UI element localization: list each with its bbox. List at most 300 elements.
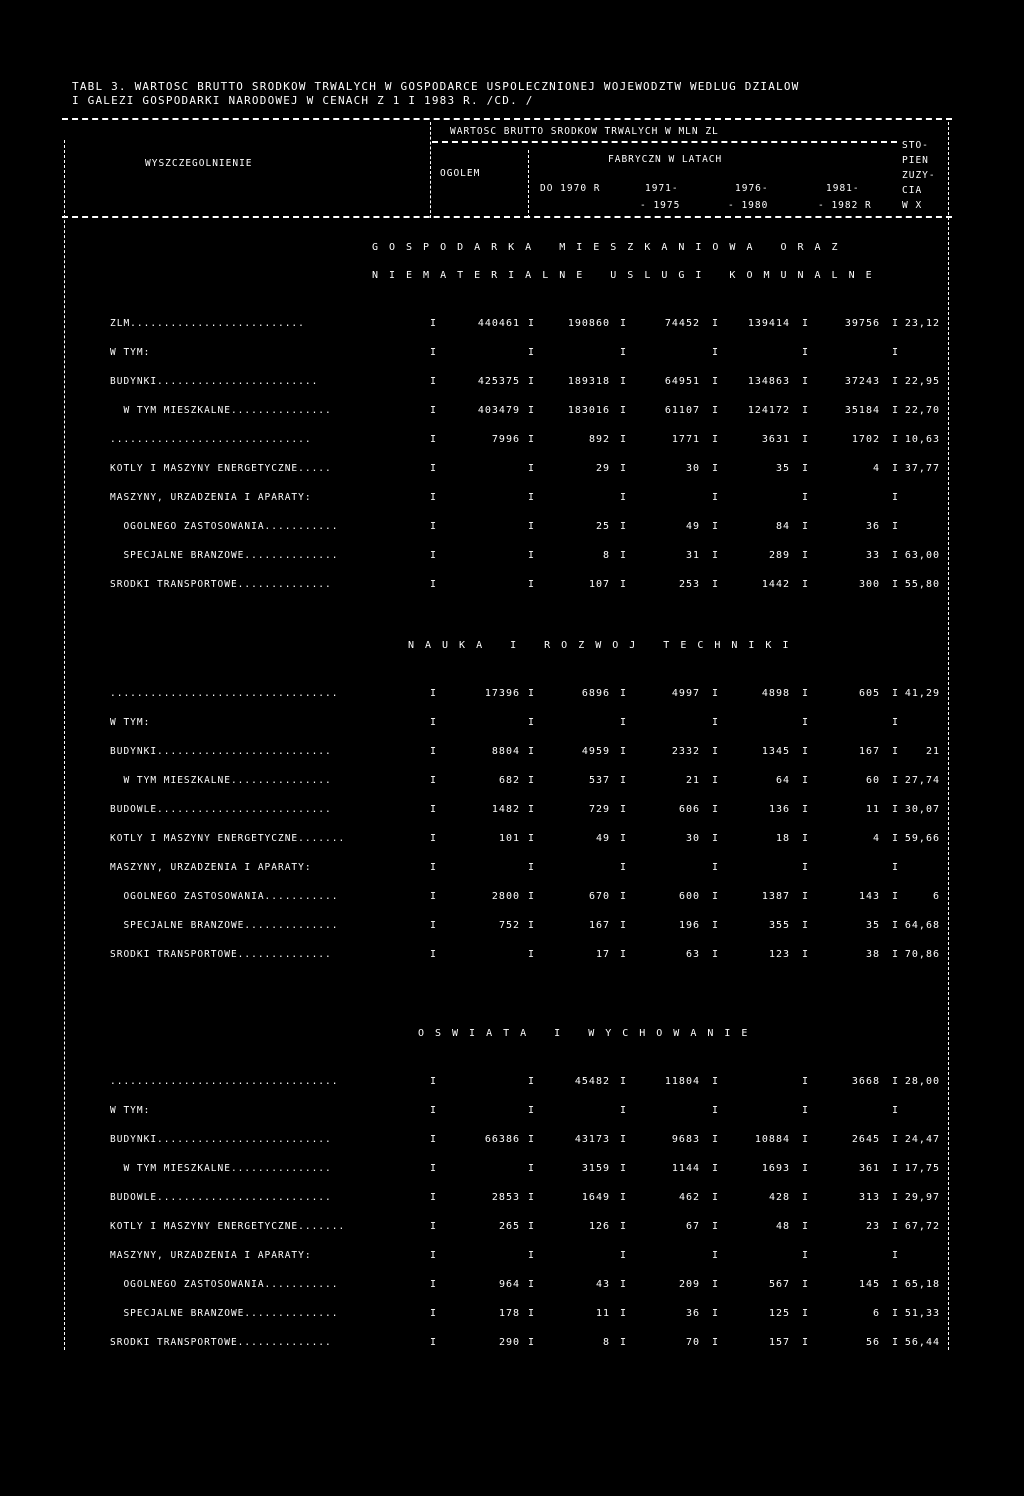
column-separator: I [892, 1192, 900, 1203]
table-cell: 670 [588, 891, 610, 902]
column-separator: I [712, 521, 720, 532]
column-separator: I [712, 949, 720, 960]
column-separator: I [712, 804, 720, 815]
table-cell: 290 [498, 1337, 520, 1348]
row-label: KOTLY I MASZYNY ENERGETYCZNE..... [110, 463, 332, 474]
table-cell: 36 [685, 1308, 700, 1319]
table-cell: 3159 [581, 1163, 610, 1174]
table-cell: 462 [678, 1192, 700, 1203]
table-cell: 10884 [754, 1134, 790, 1145]
table-cell: 11 [865, 804, 880, 815]
column-separator: I [620, 920, 628, 931]
table-cell: 143 [858, 891, 880, 902]
column-separator: I [528, 1076, 536, 1087]
col-header-last-5: W X [902, 200, 923, 211]
column-separator: I [528, 949, 536, 960]
table-cell: 39756 [844, 318, 880, 329]
table-cell: 6 [872, 1308, 880, 1319]
table-cell: 892 [588, 434, 610, 445]
column-separator: I [430, 891, 438, 902]
column-separator: I [528, 1105, 536, 1116]
table-cell: 289 [768, 550, 790, 561]
column-separator: I [430, 746, 438, 757]
column-separator: I [528, 746, 536, 757]
column-separator: I [620, 949, 628, 960]
column-separator: I [892, 492, 900, 503]
table-cell: 1144 [671, 1163, 700, 1174]
column-separator: I [712, 1337, 720, 1348]
column-separator: I [528, 521, 536, 532]
column-separator: I [802, 463, 810, 474]
table-cell: 567 [768, 1279, 790, 1290]
column-separator: I [892, 1337, 900, 1348]
column-separator: I [430, 1308, 438, 1319]
column-separator: I [528, 376, 536, 387]
table-cell: 23,12 [904, 318, 940, 329]
column-separator: I [712, 550, 720, 561]
column-separator: I [430, 804, 438, 815]
table-cell: 43 [595, 1279, 610, 1290]
column-separator: I [892, 746, 900, 757]
table-cell: 440461 [477, 318, 520, 329]
column-separator: I [620, 746, 628, 757]
col-header-period-3-l2: - 1980 [728, 200, 769, 211]
column-separator: I [528, 550, 536, 561]
row-label: W TYM: [110, 1105, 151, 1116]
column-separator: I [802, 775, 810, 786]
left-border [64, 140, 65, 1350]
row-label: ZLM.......................... [110, 318, 305, 329]
column-separator: I [620, 688, 628, 699]
row-label: BUDYNKI.......................... [110, 746, 332, 757]
table-cell: 682 [498, 775, 520, 786]
table-cell: 66386 [484, 1134, 520, 1145]
column-separator: I [712, 463, 720, 474]
column-separator: I [528, 434, 536, 445]
col-sep-header-2 [528, 150, 529, 218]
column-separator: I [802, 579, 810, 590]
column-separator: I [620, 1221, 628, 1232]
column-separator: I [528, 920, 536, 931]
column-separator: I [712, 746, 720, 757]
column-separator: I [892, 579, 900, 590]
table-cell: 253 [678, 579, 700, 590]
column-separator: I [528, 1221, 536, 1232]
table-cell: 1345 [761, 746, 790, 757]
col-header-last-2: PIEN [902, 155, 929, 166]
table-cell: 64 [775, 775, 790, 786]
column-separator: I [802, 1221, 810, 1232]
column-separator: I [712, 492, 720, 503]
col-header-subgroup: FABRYCZN W LATACH [608, 154, 723, 165]
row-label: BUDYNKI........................ [110, 376, 319, 387]
column-separator: I [892, 1076, 900, 1087]
table-cell: 24,47 [904, 1134, 940, 1145]
row-label: SPECJALNE BRANZOWE.............. [110, 1308, 339, 1319]
column-separator: I [712, 833, 720, 844]
row-label: OGOLNEGO ZASTOSOWANIA........... [110, 891, 339, 902]
table-cell: 600 [678, 891, 700, 902]
row-label: .................................. [110, 1076, 339, 1087]
table-cell: 31 [685, 550, 700, 561]
section-title: OSWIATA I WYCHOWANIE [418, 1028, 759, 1039]
column-separator: I [712, 688, 720, 699]
column-separator: I [892, 949, 900, 960]
header-bottom-rule [62, 216, 952, 218]
table-cell: 49 [685, 521, 700, 532]
table-cell: 43173 [574, 1134, 610, 1145]
row-label: KOTLY I MASZYNY ENERGETYCZNE....... [110, 1221, 346, 1232]
column-separator: I [430, 492, 438, 503]
table-cell: 101 [498, 833, 520, 844]
column-separator: I [528, 775, 536, 786]
col-header-last-3: ZUZY- [902, 170, 936, 181]
table-cell: 4 [872, 463, 880, 474]
table-cell: 30 [685, 833, 700, 844]
column-separator: I [430, 1192, 438, 1203]
column-separator: I [528, 405, 536, 416]
column-separator: I [712, 579, 720, 590]
column-separator: I [430, 717, 438, 728]
column-separator: I [802, 688, 810, 699]
column-separator: I [802, 405, 810, 416]
table-cell: 964 [498, 1279, 520, 1290]
column-separator: I [892, 717, 900, 728]
column-separator: I [802, 949, 810, 960]
table-cell: 1771 [671, 434, 700, 445]
row-label: W TYM: [110, 347, 151, 358]
column-separator: I [712, 775, 720, 786]
table-cell: 67 [685, 1221, 700, 1232]
table-cell: 10,63 [904, 434, 940, 445]
table-cell: 2853 [491, 1192, 520, 1203]
column-separator: I [528, 717, 536, 728]
column-separator: I [430, 579, 438, 590]
column-separator: I [892, 804, 900, 815]
table-cell: 1649 [581, 1192, 610, 1203]
table-cell: 355 [768, 920, 790, 931]
column-separator: I [620, 318, 628, 329]
column-separator: I [528, 804, 536, 815]
column-separator: I [892, 347, 900, 358]
column-separator: I [620, 1163, 628, 1174]
table-cell: 29 [595, 463, 610, 474]
column-separator: I [430, 949, 438, 960]
row-label: MASZYNY, URZADZENIA I APARATY: [110, 492, 312, 503]
table-cell: 2332 [671, 746, 700, 757]
table-cell: 56 [865, 1337, 880, 1348]
table-cell: 64951 [664, 376, 700, 387]
col-header-period-2-l1: 1971- [645, 183, 679, 194]
column-separator: I [528, 862, 536, 873]
table-cell: 167 [588, 920, 610, 931]
table-cell: 41,29 [904, 688, 940, 699]
table-cell: 55,80 [904, 579, 940, 590]
table-cell: 8 [602, 550, 610, 561]
table-cell: 22,95 [904, 376, 940, 387]
table-cell: 428 [768, 1192, 790, 1203]
table-cell: 48 [775, 1221, 790, 1232]
column-separator: I [802, 1105, 810, 1116]
table-cell: 23 [865, 1221, 880, 1232]
table-cell: 124172 [747, 405, 790, 416]
table-cell: 61107 [664, 405, 700, 416]
column-separator: I [802, 891, 810, 902]
table-cell: 36 [865, 521, 880, 532]
column-separator: I [528, 1250, 536, 1261]
table-cell: 49 [595, 833, 610, 844]
column-separator: I [712, 1105, 720, 1116]
table-cell: 190860 [567, 318, 610, 329]
column-separator: I [620, 1076, 628, 1087]
column-separator: I [528, 1279, 536, 1290]
column-separator: I [802, 1337, 810, 1348]
table-cell: 126 [588, 1221, 610, 1232]
column-separator: I [802, 717, 810, 728]
column-separator: I [712, 1163, 720, 1174]
table-cell: 265 [498, 1221, 520, 1232]
column-separator: I [712, 1134, 720, 1145]
column-separator: I [528, 1337, 536, 1348]
row-label: SRODKI TRANSPORTOWE.............. [110, 949, 332, 960]
column-separator: I [620, 891, 628, 902]
row-label: SPECJALNE BRANZOWE.............. [110, 920, 339, 931]
table-cell: 9683 [671, 1134, 700, 1145]
table-cell: 6896 [581, 688, 610, 699]
column-separator: I [892, 521, 900, 532]
row-label: W TYM MIESZKALNE............... [110, 775, 332, 786]
table-cell: 2800 [491, 891, 520, 902]
column-separator: I [620, 775, 628, 786]
column-separator: I [802, 376, 810, 387]
column-separator: I [430, 833, 438, 844]
table-cell: 313 [858, 1192, 880, 1203]
column-separator: I [892, 463, 900, 474]
table-cell: 56,44 [904, 1337, 940, 1348]
column-separator: I [528, 579, 536, 590]
column-separator: I [620, 492, 628, 503]
column-separator: I [712, 1250, 720, 1261]
table-cell: 606 [678, 804, 700, 815]
column-separator: I [712, 717, 720, 728]
column-separator: I [892, 1134, 900, 1145]
table-cell: 403479 [477, 405, 520, 416]
column-separator: I [712, 1192, 720, 1203]
table-cell: 605 [858, 688, 880, 699]
table-cell: 25 [595, 521, 610, 532]
column-separator: I [430, 347, 438, 358]
section-title: NAUKA I ROZWOJ TECHNIKI [408, 640, 800, 651]
table-cell: 209 [678, 1279, 700, 1290]
column-separator: I [802, 1192, 810, 1203]
row-label: .................................. [110, 688, 339, 699]
column-separator: I [802, 347, 810, 358]
column-separator: I [620, 579, 628, 590]
column-separator: I [620, 1134, 628, 1145]
table-cell: 537 [588, 775, 610, 786]
column-separator: I [620, 1279, 628, 1290]
table-cell: 157 [768, 1337, 790, 1348]
column-separator: I [802, 920, 810, 931]
column-separator: I [528, 1308, 536, 1319]
section-subtitle: NIEMATERIALNE USLUGI KOMUNALNE [372, 270, 883, 281]
table-cell: 1442 [761, 579, 790, 590]
column-separator: I [620, 463, 628, 474]
column-separator: I [528, 1163, 536, 1174]
row-label: OGOLNEGO ZASTOSOWANIA........... [110, 1279, 339, 1290]
section-title: GOSPODARKA MIESZKANIOWA ORAZ [372, 242, 849, 253]
column-separator: I [802, 1076, 810, 1087]
table-cell: 7996 [491, 434, 520, 445]
column-separator: I [528, 833, 536, 844]
column-separator: I [430, 376, 438, 387]
table-cell: 6 [932, 891, 940, 902]
column-separator: I [802, 318, 810, 329]
table-cell: 63 [685, 949, 700, 960]
table-cell: 8804 [491, 746, 520, 757]
column-separator: I [712, 1076, 720, 1087]
table-cell: 134863 [747, 376, 790, 387]
table-cell: 37,77 [904, 463, 940, 474]
table-cell: 28,00 [904, 1076, 940, 1087]
row-label: MASZYNY, URZADZENIA I APARATY: [110, 862, 312, 873]
table-cell: 4 [872, 833, 880, 844]
column-separator: I [620, 1337, 628, 1348]
col-sep-header-1 [430, 122, 431, 218]
column-separator: I [430, 1279, 438, 1290]
table-cell: 123 [768, 949, 790, 960]
column-separator: I [892, 833, 900, 844]
table-cell: 145 [858, 1279, 880, 1290]
column-separator: I [802, 746, 810, 757]
table-cell: 361 [858, 1163, 880, 1174]
table-cell: 1693 [761, 1163, 790, 1174]
column-separator: I [802, 492, 810, 503]
row-label: KOTLY I MASZYNY ENERGETYCZNE....... [110, 833, 346, 844]
table-title-line1: TABL 3. WARTOSC BRUTTO SRODKOW TRWALYCH W GOSPODARCE USPOLECZNIONEJ WOJEWODZTW WEDLUG DZIALOW [72, 80, 800, 93]
column-separator: I [892, 405, 900, 416]
col-header-last-4: CIA [902, 185, 923, 196]
column-separator: I [620, 862, 628, 873]
column-separator: I [528, 347, 536, 358]
table-cell: 1702 [851, 434, 880, 445]
table-cell: 29,97 [904, 1192, 940, 1203]
column-separator: I [802, 521, 810, 532]
table-cell: 189318 [567, 376, 610, 387]
table-cell: 125 [768, 1308, 790, 1319]
table-cell: 30 [685, 463, 700, 474]
column-separator: I [430, 775, 438, 786]
column-separator: I [430, 1221, 438, 1232]
column-separator: I [892, 775, 900, 786]
column-separator: I [528, 1192, 536, 1203]
column-separator: I [620, 1105, 628, 1116]
table-cell: 63,00 [904, 550, 940, 561]
table-cell: 35 [775, 463, 790, 474]
column-separator: I [892, 920, 900, 931]
col-header-ogolem: OGOLEM [440, 168, 481, 179]
column-separator: I [712, 376, 720, 387]
column-separator: I [892, 318, 900, 329]
column-separator: I [712, 1279, 720, 1290]
row-label: SRODKI TRANSPORTOWE.............. [110, 579, 332, 590]
column-separator: I [430, 434, 438, 445]
row-label: SPECJALNE BRANZOWE.............. [110, 550, 339, 561]
column-separator: I [430, 405, 438, 416]
column-separator: I [712, 920, 720, 931]
table-cell: 11804 [664, 1076, 700, 1087]
row-label: SRODKI TRANSPORTOWE.............. [110, 1337, 332, 1348]
col-header-period-1: DO 1970 R [540, 183, 601, 194]
col-header-group: WARTOSC BRUTTO SRODKOW TRWALYCH W MLN ZL [450, 126, 719, 137]
table-cell: 45482 [574, 1076, 610, 1087]
column-separator: I [620, 1192, 628, 1203]
column-separator: I [430, 521, 438, 532]
table-cell: 17,75 [904, 1163, 940, 1174]
column-separator: I [712, 405, 720, 416]
top-rule [62, 118, 952, 120]
table-cell: 33 [865, 550, 880, 561]
column-separator: I [620, 550, 628, 561]
table-cell: 18 [775, 833, 790, 844]
column-separator: I [620, 1250, 628, 1261]
column-separator: I [892, 688, 900, 699]
column-separator: I [802, 550, 810, 561]
table-cell: 70 [685, 1337, 700, 1348]
table-cell: 196 [678, 920, 700, 931]
table-cell: 752 [498, 920, 520, 931]
column-separator: I [620, 521, 628, 532]
column-separator: I [620, 804, 628, 815]
column-separator: I [892, 1308, 900, 1319]
column-separator: I [892, 1221, 900, 1232]
column-separator: I [712, 1308, 720, 1319]
table-title-line2: I GALEZI GOSPODARKI NARODOWEJ W CENACH Z 1 I 1983 R. /CD. / [72, 94, 534, 107]
column-separator: I [430, 1163, 438, 1174]
table-cell: 67,72 [904, 1221, 940, 1232]
table-cell: 17 [595, 949, 610, 960]
table-cell: 17396 [484, 688, 520, 699]
table-cell: 64,68 [904, 920, 940, 931]
column-separator: I [620, 1308, 628, 1319]
row-label: OGOLNEGO ZASTOSOWANIA........... [110, 521, 339, 532]
table-cell: 70,86 [904, 949, 940, 960]
column-separator: I [712, 434, 720, 445]
table-cell: 27,74 [904, 775, 940, 786]
table-cell: 729 [588, 804, 610, 815]
row-label: W TYM: [110, 717, 151, 728]
column-separator: I [712, 891, 720, 902]
table-cell: 51,33 [904, 1308, 940, 1319]
column-separator: I [620, 434, 628, 445]
column-separator: I [892, 434, 900, 445]
header-inner-rule [432, 141, 897, 143]
row-label: MASZYNY, URZADZENIA I APARATY: [110, 1250, 312, 1261]
column-separator: I [892, 1163, 900, 1174]
column-separator: I [430, 688, 438, 699]
table-cell: 59,66 [904, 833, 940, 844]
table-cell: 84 [775, 521, 790, 532]
col-header-last-1: STO- [902, 140, 929, 151]
table-cell: 300 [858, 579, 880, 590]
column-separator: I [430, 463, 438, 474]
column-separator: I [712, 862, 720, 873]
column-separator: I [892, 1279, 900, 1290]
column-separator: I [892, 1250, 900, 1261]
col-header-period-4-l2: - 1982 R [818, 200, 872, 211]
column-separator: I [892, 376, 900, 387]
table-cell: 1482 [491, 804, 520, 815]
